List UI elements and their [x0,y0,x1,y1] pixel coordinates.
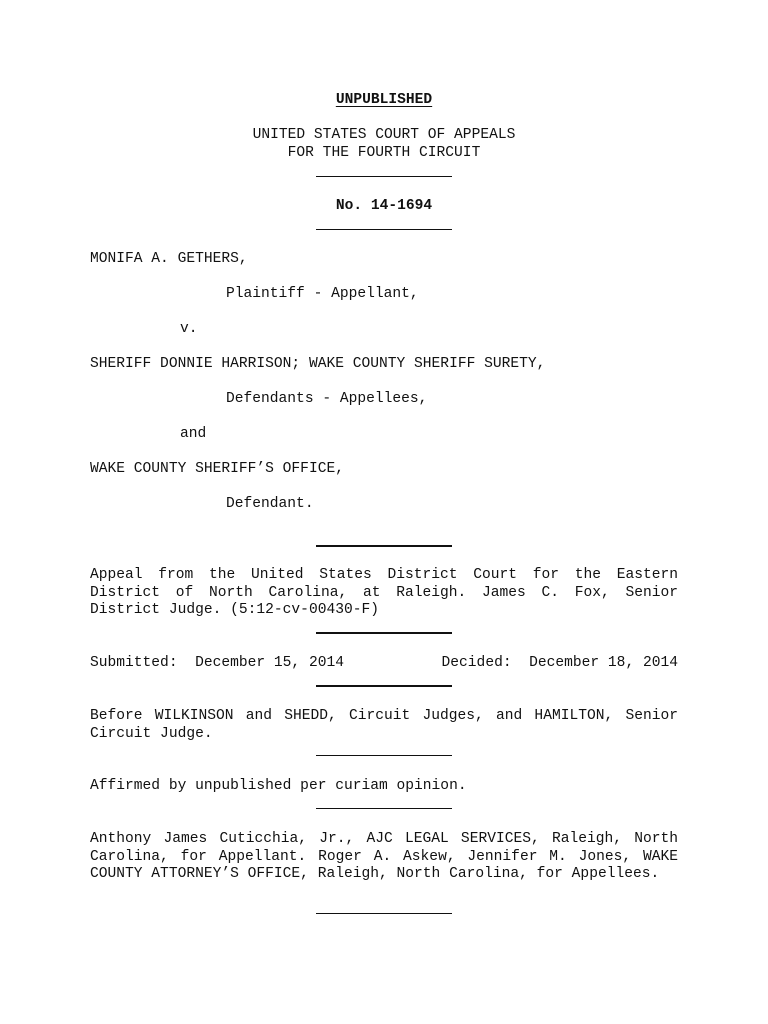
versus-label: v. [180,321,198,337]
submitted-date: Submitted: December 15, 2014 [90,655,344,671]
disposition-line: Affirmed by unpublished per curiam opinion. [90,778,467,794]
counsel-paragraph: Anthony James Cuticchia, Jr., AJC LEGAL SERVICES, Raleigh, North Carolina, for Appellant. Roger A. Askew, Jennifer M. Jones, WAKE COUNTY ATTORNEY’S OFFICE, Raleigh, North Carolina, for Appellees. [90,831,678,883]
other-defendant-name: WAKE COUNTY SHERIFF’S OFFICE, [90,461,344,477]
plaintiff-role: Plaintiff - Appellant, [226,286,419,302]
divider-rule [316,808,452,809]
divider-rule [316,229,452,230]
divider-rule [316,545,452,547]
decided-date: Decided: December 18, 2014 [441,655,678,671]
opinion-page [90,0,678,1024]
court-name-line2: FOR THE FOURTH CIRCUIT [287,145,481,161]
dates-row [90,655,678,673]
divider-rule [316,913,452,914]
divider-rule [316,755,452,756]
and-label: and [180,426,207,442]
defendants-names: SHERIFF DONNIE HARRISON; WAKE COUNTY SHERIFF SURETY, [90,356,546,372]
plaintiff-name: MONIFA A. GETHERS, [90,251,248,267]
divider-rule [316,176,452,177]
divider-rule [316,685,452,687]
court-name-line1: UNITED STATES COURT OF APPEALS [252,127,516,143]
unpublished-heading: UNPUBLISHED [335,92,433,108]
other-defendant-role: Defendant. [226,496,314,512]
divider-rule [316,632,452,634]
panel-paragraph: Before WILKINSON and SHEDD, Circuit Judges, and HAMILTON, Senior Circuit Judge. [90,708,678,742]
case-number: No. 14-1694 [335,198,433,214]
defendants-role: Defendants - Appellees, [226,391,428,407]
appeal-paragraph: Appeal from the United States District Court for the Eastern District of North Carolina, at Raleigh. James C. Fox, Senior District Judge. (5:12-cv-00430-F) [90,567,678,619]
